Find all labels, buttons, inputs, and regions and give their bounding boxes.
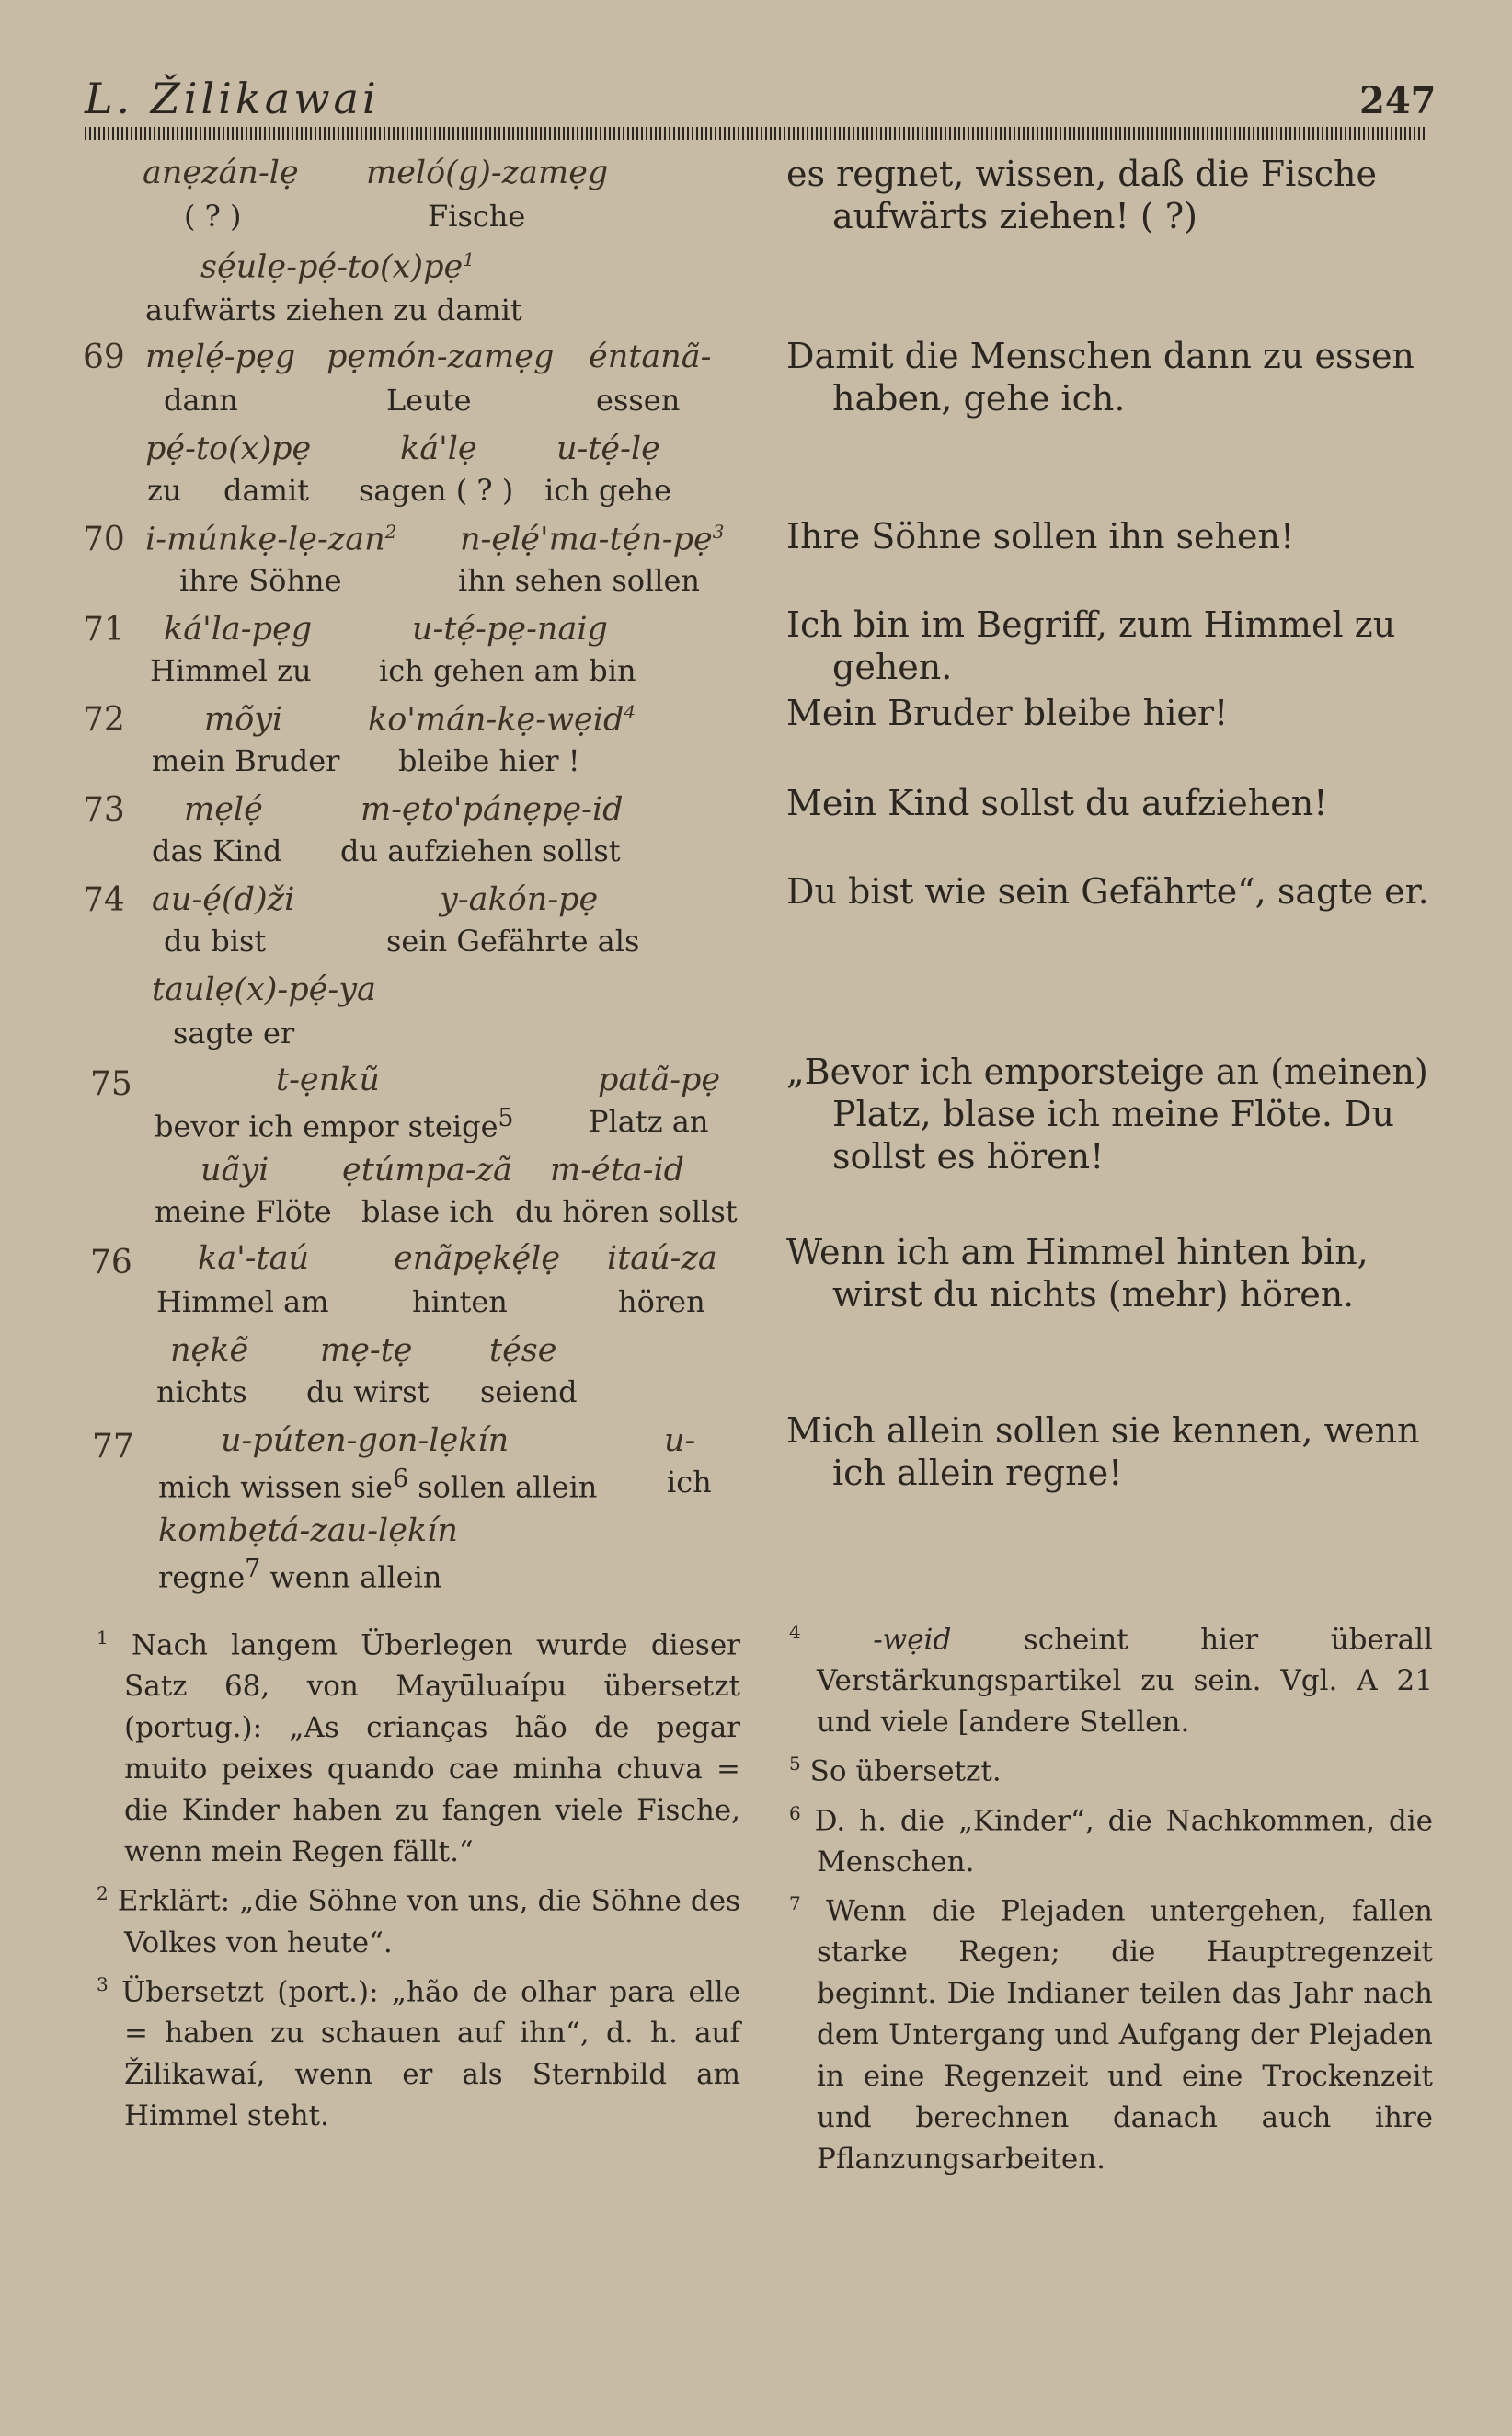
word: pẹ́-to(x)pẹ [145,431,312,467]
word: mõyi [204,701,283,738]
gloss: ( ? ) [184,199,242,234]
gloss: regne$^7$ wenn allein [158,1555,442,1595]
line-number: 73 [83,791,125,829]
translation-74: Du bist wie sein Gefährte“, sagte er. [786,871,1429,912]
translation-70: Ihre Söhne sollen ihn sehen! [786,516,1295,557]
footnote-6: $^6$ D. h. die „Kinder“, die Nachkommen, die Menschen. [789,1801,1433,1879]
word: u-tẹ́-pẹ-naig [412,611,608,648]
word: nẹkẽ [170,1332,249,1369]
word: pẹmón-zamẹg [326,339,555,375]
word: ẹtúmpa-zã [342,1152,512,1189]
gloss: ihre Söhne [179,563,342,598]
gloss: das Kind [152,833,282,868]
footnote-1: $^1$ Nach langem Überlegen wurde dieser Satz 68, von Mayūluaípu übersetzt (portug.): „As crianças hão de pegar muito peixes quando cae minha chuva = die Kinder haben zu fangen viele Fische, wenn mein Regen fällt.“ [97,1626,740,1869]
running-head-title: L. Žilikawai [85,74,380,123]
word: itaú-za [607,1240,717,1277]
word: anẹzán-lẹ [143,155,299,191]
footnote-4: $^4$ -wẹid scheint hier überall Verstärkungspartikel zu sein. Vgl. A 21 und viele [andere Stellen. [789,1621,1433,1740]
line-number: 75 [90,1065,132,1103]
word: mẹlẹ́-pẹg [145,339,296,375]
word: ka'-taú [198,1240,309,1277]
gloss: Fische [428,199,526,234]
word: m-ẹto'pánẹpẹ-id [361,791,624,828]
footnote-2: $^2$ Erklärt: „die Söhne von uns, die Söhne des Volkes von heute“. [97,1882,740,1959]
word: au-ẹ́(d)ži [152,881,295,918]
page-number: 247 [1359,79,1437,122]
translation-69: Damit die Menschen dann zu essen haben, gehe ich. [786,336,1415,419]
gloss: Platz an [589,1104,709,1139]
gloss: hören [618,1284,705,1319]
word: mẹ-tẹ [320,1332,413,1369]
gloss: du aufziehen sollst [340,833,621,868]
gloss: aufwärts ziehen zu damit [145,293,522,327]
translation-76: Wenn ich am Himmel hinten bin, wirst du nichts (mehr) hören. [786,1232,1369,1315]
word: n-ẹlẹ́'ma-tẹ́n-pẹ$^3$ [460,521,725,558]
word: éntanã- [589,339,712,375]
translation-72: Mein Bruder bleibe hier! [786,693,1229,733]
line-number: 74 [83,881,125,919]
gloss: sein Gefährte als [386,924,640,959]
word: u-púten-gon-lẹkín [221,1422,510,1459]
line-number: 69 [83,339,125,376]
gloss: bleibe hier ! [398,743,580,778]
line-number: 70 [83,521,125,558]
line-number: 72 [83,701,125,739]
gloss: mein Bruder [152,743,340,778]
gloss: mich wissen sie$^6$ sollen allein [158,1465,598,1505]
footnotes-left [97,1617,740,2137]
gloss: blase ich [361,1194,495,1229]
gloss: Leute [386,383,472,418]
word: kombẹtá-zau-lẹkín [158,1512,458,1549]
line-number: 77 [92,1428,134,1465]
footnote-3: $^3$ Übersetzt (port.): „hão de olhar para elle = haben zu schauen auf ihn“, d. h. auf Žilikawaí, wenn er als Sternbild am Himmel steht. [97,1972,740,2132]
gloss: sagen ( ? ) [359,473,514,508]
gloss: essen [596,383,681,418]
word: uãyi [200,1152,269,1189]
word: y-akón-pẹ [440,881,599,918]
word: i-múnkẹ-lẹ-zan$^2$ [145,521,397,558]
footnotes-right [789,1612,1433,2180]
word: t-ẹnkũ [276,1062,380,1098]
gloss: du wirst [306,1374,430,1409]
gloss: seiend [480,1374,578,1409]
translation-71: Ich bin im Begriff, zum Himmel zu gehen. [786,604,1396,687]
gloss: hinten [412,1284,508,1319]
translation-73: Mein Kind sollst du aufziehen! [786,783,1328,823]
gloss: du bist [164,924,267,959]
gloss: dann [164,383,238,418]
word: ká'lẹ [400,431,477,467]
word: mẹlẹ́ [184,791,263,828]
gloss: damit [223,473,309,508]
translation-77: Mich allein sollen sie kennen, wenn ich allein regne! [786,1410,1420,1493]
gloss: ich gehe [544,473,671,508]
word: patã-pẹ [598,1062,721,1098]
word: taulẹ(x)-pẹ́-ya [152,971,376,1008]
word: meló(g)-zamẹg [366,155,609,191]
footnote-7: $^7$ Wenn die Plejaden untergehen, fallen starke Regen; die Hauptregenzeit beginnt. Die Indianer teilen das Jahr nach dem Untergang und Aufgang der Plejaden in eine Regenzeit und eine Trockenzeit und berechnen danach auch ihre Pflanzungsarbeiten. [789,1891,1434,2177]
translation-75: „Bevor ich emporsteige an (meinen) Platz, blase ich meine Flöte. Du sollst es hören! [786,1051,1428,1177]
gloss: sagte er [173,1016,295,1051]
gloss: meine Flöte [155,1194,332,1229]
word: ká'la-pẹg [164,611,313,648]
word: sẹ́ulẹ-pẹ́-to(x)pẹ$^1$ [200,248,475,286]
gloss: Himmel am [156,1284,329,1319]
word: m-éta-id [550,1152,685,1189]
gloss: ihn sehen sollen [458,563,701,598]
gloss: du hören sollst [515,1194,738,1229]
gloss: zu [147,473,182,508]
gloss: Himmel zu [150,653,312,688]
gloss: nichts [156,1374,247,1409]
line-number: 71 [83,611,125,649]
gloss: ich gehen am bin [379,653,636,688]
word: u- [664,1422,696,1459]
header-rule [85,127,1425,140]
word: enãpẹkẹ́lẹ [394,1240,561,1277]
footnote-5: $^5$ So übersetzt. [789,1752,1002,1788]
gloss: ich [667,1465,712,1500]
word: ko'mán-kẹ-wẹid$^4$ [368,701,636,739]
word: tẹ́se [489,1332,557,1369]
gloss: bevor ich empor steige$^5$ [155,1104,514,1144]
line-number: 76 [90,1244,132,1281]
translation-68: es regnet, wissen, daß die Fische aufwärts ziehen! ( ?) [786,154,1377,236]
word: u-tẹ́-lẹ [556,431,660,467]
